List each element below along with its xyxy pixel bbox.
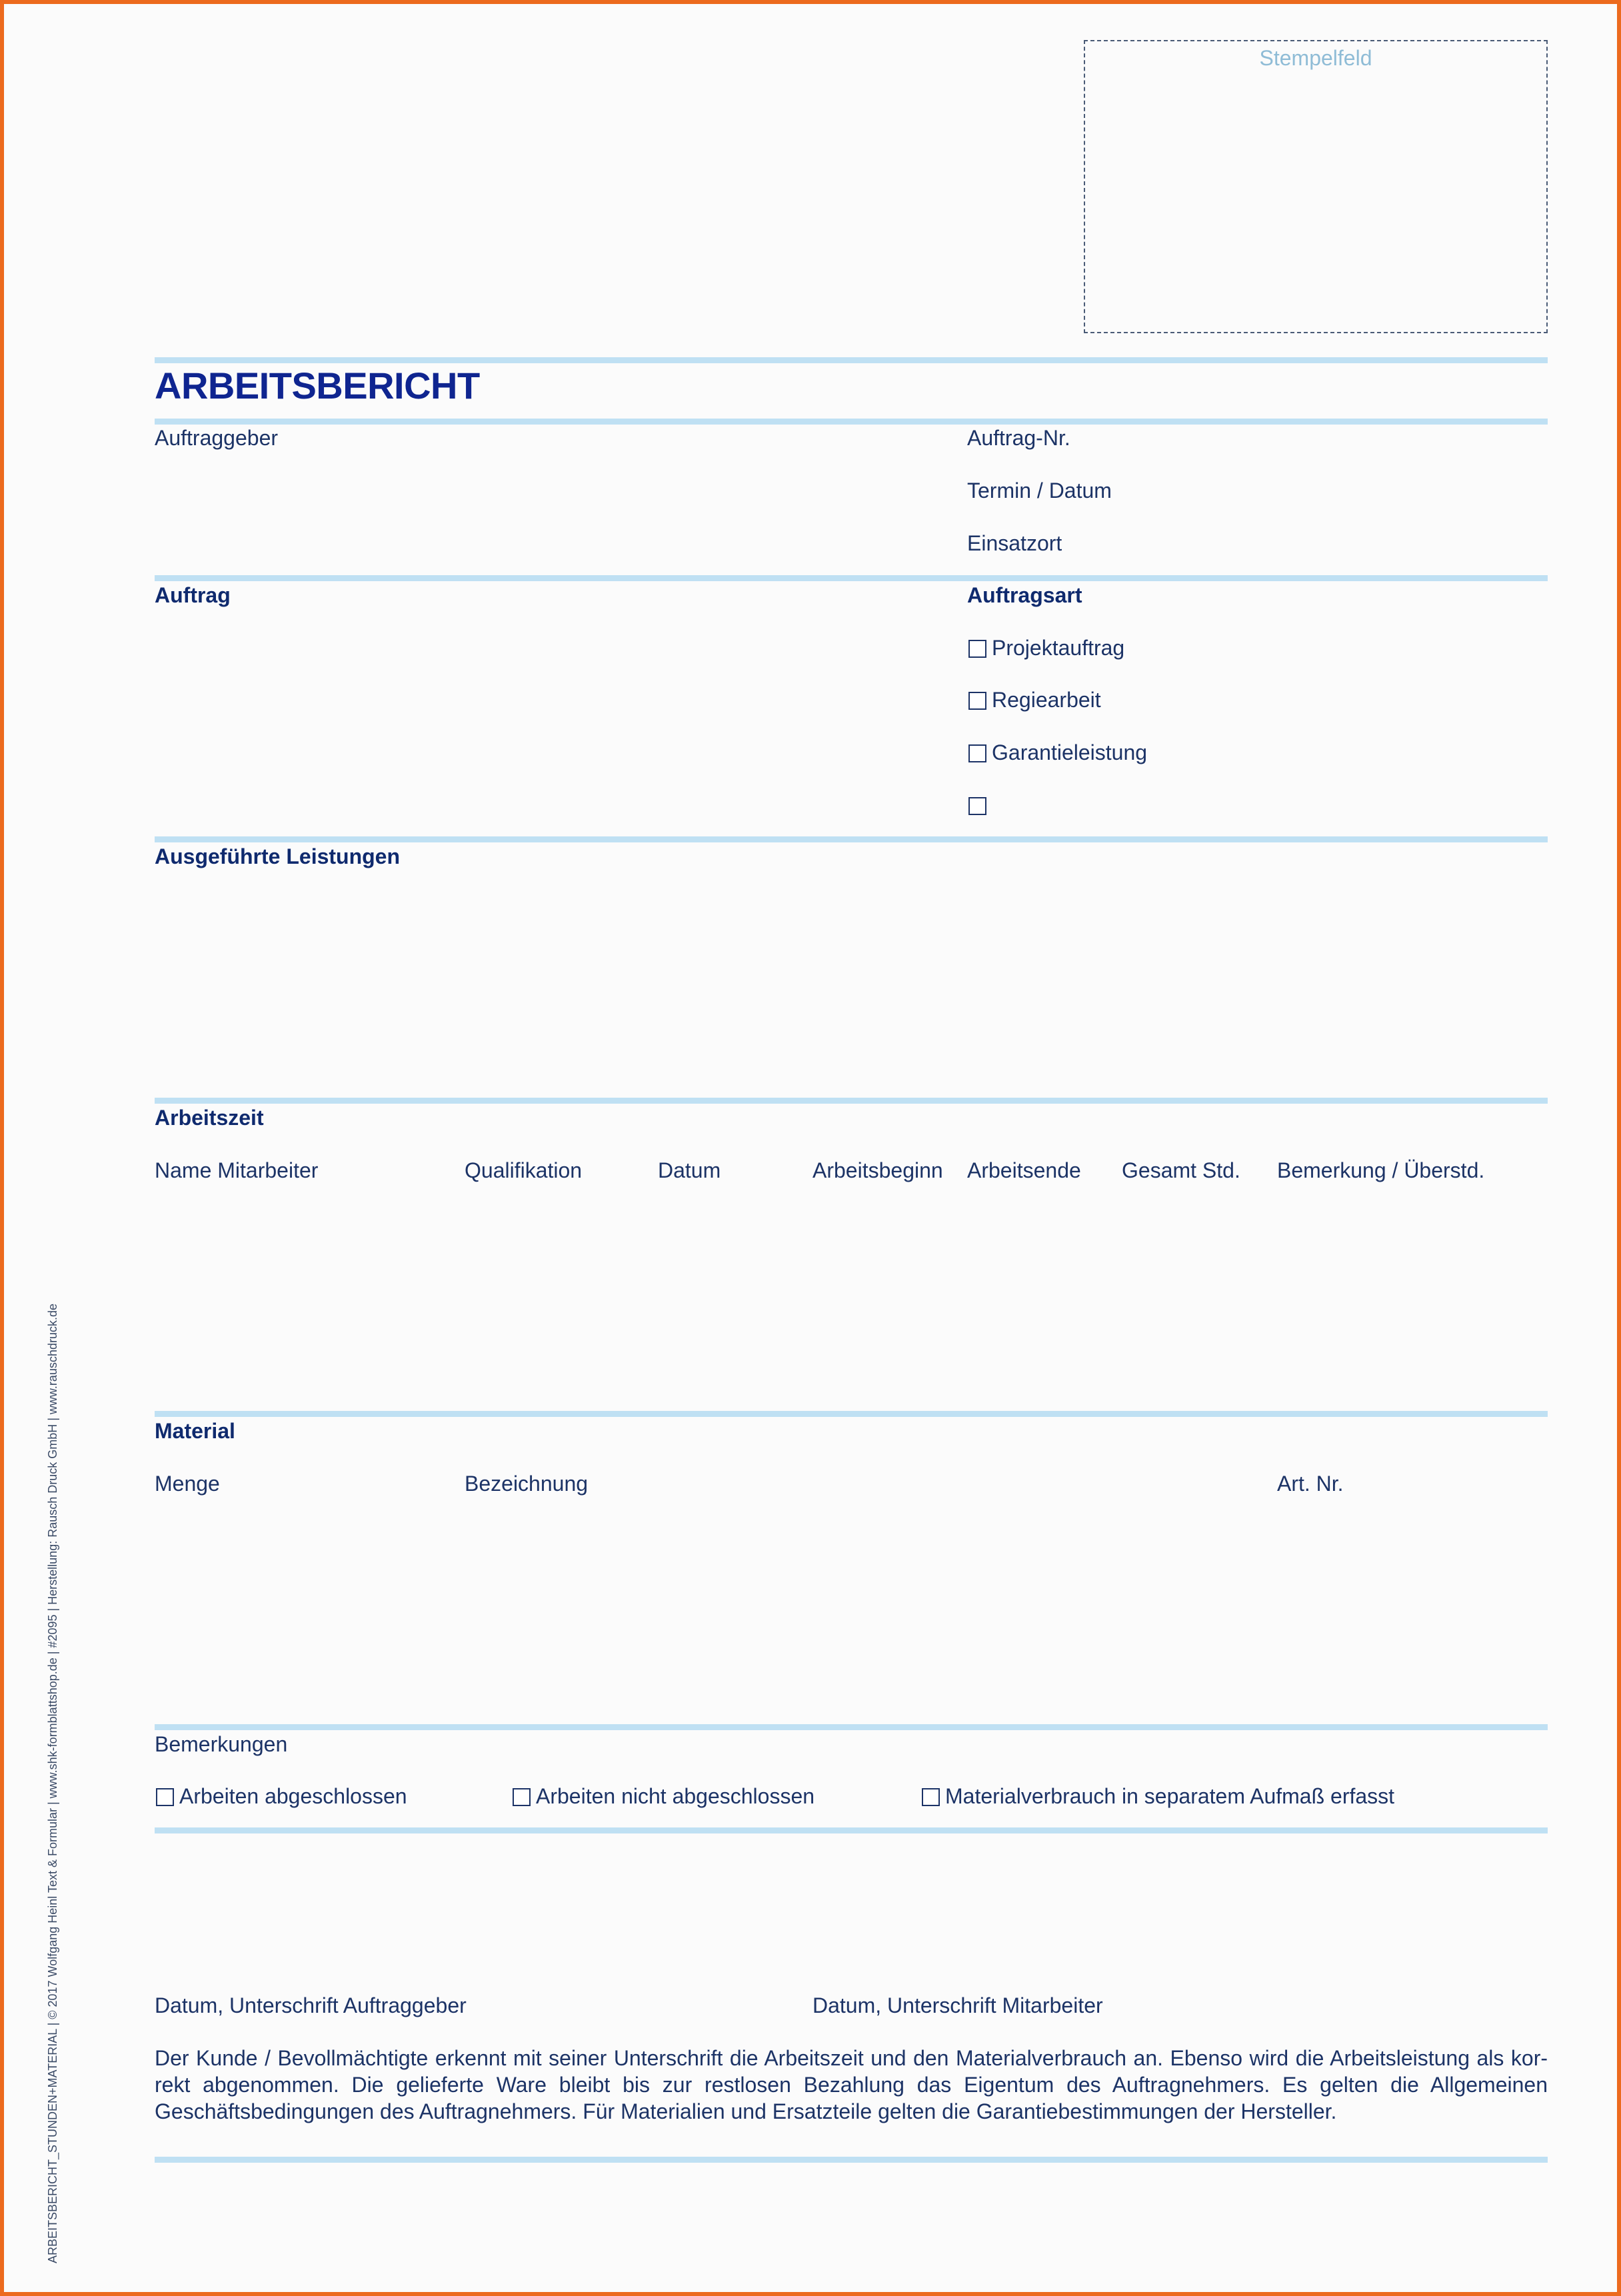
col-qualifikation: Qualifikation	[465, 1158, 583, 1182]
vertical-imprint: ARBEITSBERICHT_STUNDEN+MATERIAL | © 2017 Wolfgang Heinl Text & Formular | www.shk-formblattshop.de | #2095 | Herstellung: Rausch Druck GmbH | www.rauschdruck.de	[46, 1304, 59, 2263]
checkbox[interactable]	[156, 1788, 174, 1806]
label-einsatzort: Einsatzort	[967, 531, 1062, 555]
option-arbeiten-nicht-abgeschlossen[interactable]	[513, 1783, 814, 1809]
label-termin-datum: Termin / Datum	[967, 479, 1112, 503]
divider-order	[155, 836, 1548, 842]
stamp-label: Stempelfeld	[1259, 46, 1372, 70]
col-bezeichnung: Bezeichnung	[465, 1472, 589, 1496]
option-label: Garantieleistung	[992, 740, 1148, 764]
stamp-field	[1084, 40, 1548, 333]
heading-auftragsart: Auftragsart	[967, 583, 1082, 607]
checkbox[interactable]	[513, 1788, 531, 1806]
divider-title	[155, 419, 1548, 425]
col-art-nr: Art. Nr.	[1277, 1472, 1344, 1496]
heading-material: Material	[155, 1419, 235, 1443]
option-regiearbeit[interactable]	[968, 687, 1101, 712]
divider-bottom	[155, 2157, 1548, 2163]
heading-leistungen: Ausgeführte Leistungen	[155, 844, 401, 868]
col-arbeitsende: Arbeitsende	[967, 1158, 1081, 1182]
option-materialverbrauch[interactable]	[922, 1783, 1394, 1809]
signature-auftraggeber: Datum, Unterschrift Auftraggeber	[155, 1993, 467, 2017]
option-garantieleistung[interactable]	[968, 740, 1147, 765]
label-auftrag-nr: Auftrag-Nr.	[967, 426, 1070, 450]
heading-arbeitszeit: Arbeitszeit	[155, 1106, 264, 1130]
option-label: Arbeiten nicht abgeschlossen	[536, 1784, 815, 1808]
checkbox[interactable]	[968, 744, 986, 762]
divider-material	[155, 1724, 1548, 1730]
divider-remarks	[155, 1827, 1548, 1833]
col-gesamt-std: Gesamt Std.	[1122, 1158, 1240, 1182]
divider-client	[155, 575, 1548, 581]
divider-services	[155, 1098, 1548, 1104]
option-arbeiten-abgeschlossen[interactable]	[156, 1783, 407, 1809]
col-bemerkung: Bemerkung / Überstd.	[1277, 1158, 1485, 1182]
label-bemerkungen: Bemerkungen	[155, 1732, 288, 1756]
divider-top	[155, 357, 1548, 363]
option-label: Regiearbeit	[992, 688, 1101, 712]
label-auftraggeber: Auftraggeber	[155, 426, 279, 450]
col-menge: Menge	[155, 1472, 220, 1496]
option-projektauftrag[interactable]	[968, 635, 1124, 660]
checkbox[interactable]	[968, 797, 986, 815]
option-label: Materialverbrauch in separatem Aufmaß erfasst	[945, 1784, 1395, 1808]
col-name-mitarbeiter: Name Mitarbeiter	[155, 1158, 319, 1182]
disclaimer-text: Der Kunde / Bevollmächtigte erkennt mit seiner Unterschrift die Arbeitszeit und den Materialverbrauch an. Ebenso wird die Arbeitsleistung als kor-rekt abgenommen. Die gelieferte Ware bleibt bis zur restlosen Bezahlung das Eigentum des Auftragnehmers. Es gelten die Allgemeinen Geschäftsbedingungen des Auftragnehmers. Für Materialien und Ersatzteile gelten die Garantiebestimmungen der Hersteller.	[155, 2046, 1548, 2123]
heading-auftrag: Auftrag	[155, 583, 231, 607]
form-title: ARBEITSBERICHT	[155, 365, 480, 407]
option-other[interactable]	[968, 792, 992, 818]
checkbox[interactable]	[968, 640, 986, 658]
signature-mitarbeiter: Datum, Unterschrift Mitarbeiter	[812, 1993, 1103, 2017]
divider-worktime	[155, 1411, 1548, 1417]
col-arbeitsbeginn: Arbeitsbeginn	[812, 1158, 943, 1182]
option-label: Projektauftrag	[992, 636, 1125, 660]
col-datum: Datum	[658, 1158, 721, 1182]
checkbox[interactable]	[968, 692, 986, 710]
checkbox[interactable]	[922, 1788, 940, 1806]
option-label: Arbeiten abgeschlossen	[179, 1784, 407, 1808]
